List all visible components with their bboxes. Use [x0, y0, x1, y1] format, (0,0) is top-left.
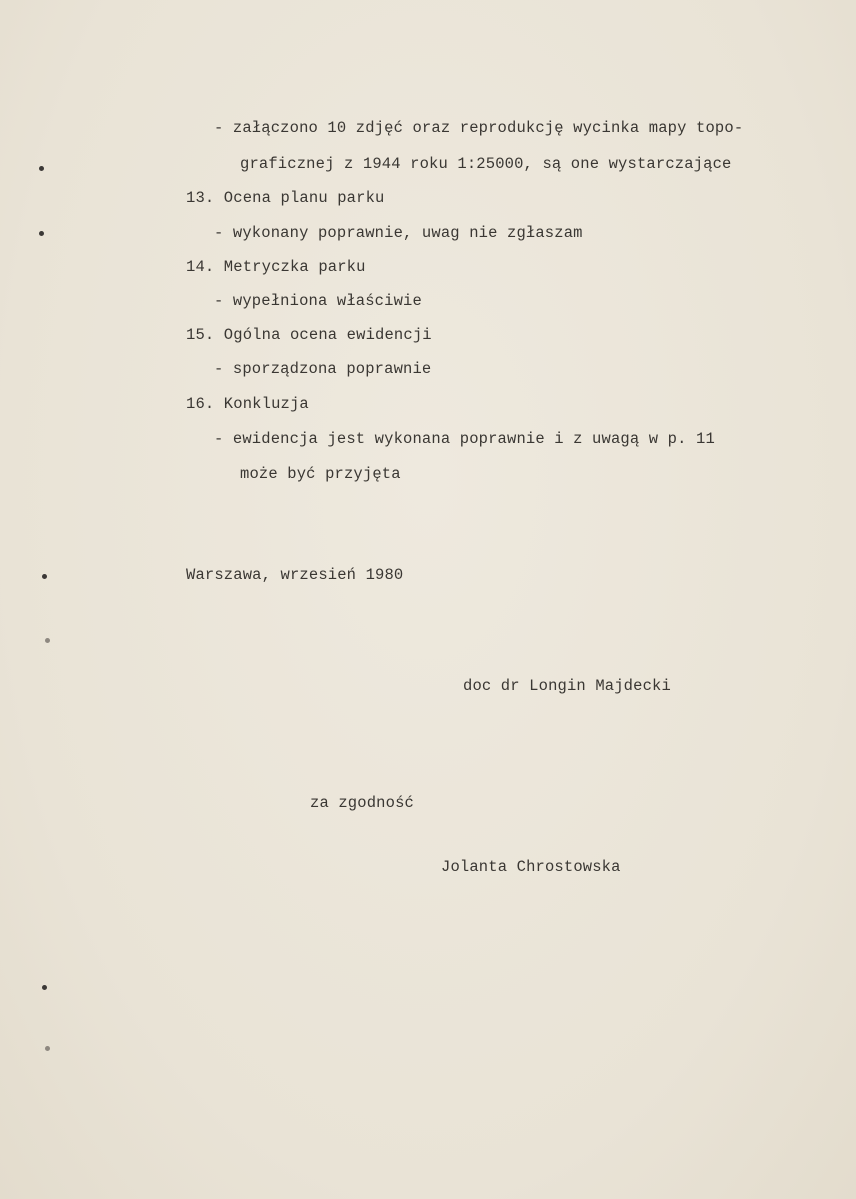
- section-heading-13: 13. Ocena planu parku: [186, 189, 385, 207]
- punch-hole-mark: [39, 166, 44, 171]
- section-heading-15: 15. Ogólna ocena ewidencji: [186, 326, 432, 344]
- punch-hole-mark: [42, 574, 47, 579]
- text-line-14: - wypełniona właściwie: [214, 292, 422, 310]
- punch-hole-mark: [42, 985, 47, 990]
- text-line-15: - sporządzona poprawnie: [214, 360, 432, 378]
- certifier-name: Jolanta Chrostowska: [441, 858, 621, 876]
- punch-hole-mark: [45, 638, 50, 643]
- text-line-attachments-cont: graficznej z 1944 roku 1:25000, są one wystarczające: [240, 155, 732, 173]
- punch-hole-mark: [39, 231, 44, 236]
- punch-hole-mark: [45, 1046, 50, 1051]
- certification-label: za zgodność: [310, 794, 414, 812]
- section-heading-16: 16. Konkluzja: [186, 395, 309, 413]
- text-line-16-cont: może być przyjęta: [240, 465, 401, 483]
- author-name: doc dr Longin Majdecki: [463, 677, 671, 695]
- text-line-13: - wykonany poprawnie, uwag nie zgłaszam: [214, 224, 583, 242]
- text-line-16: - ewidencja jest wykonana poprawnie i z uwagą w p. 11: [214, 430, 715, 448]
- place-date: Warszawa, wrzesień 1980: [186, 566, 404, 584]
- text-line-attachments: - załączono 10 zdjęć oraz reprodukcję wycinka mapy topo-: [214, 119, 744, 137]
- section-heading-14: 14. Metryczka parku: [186, 258, 366, 276]
